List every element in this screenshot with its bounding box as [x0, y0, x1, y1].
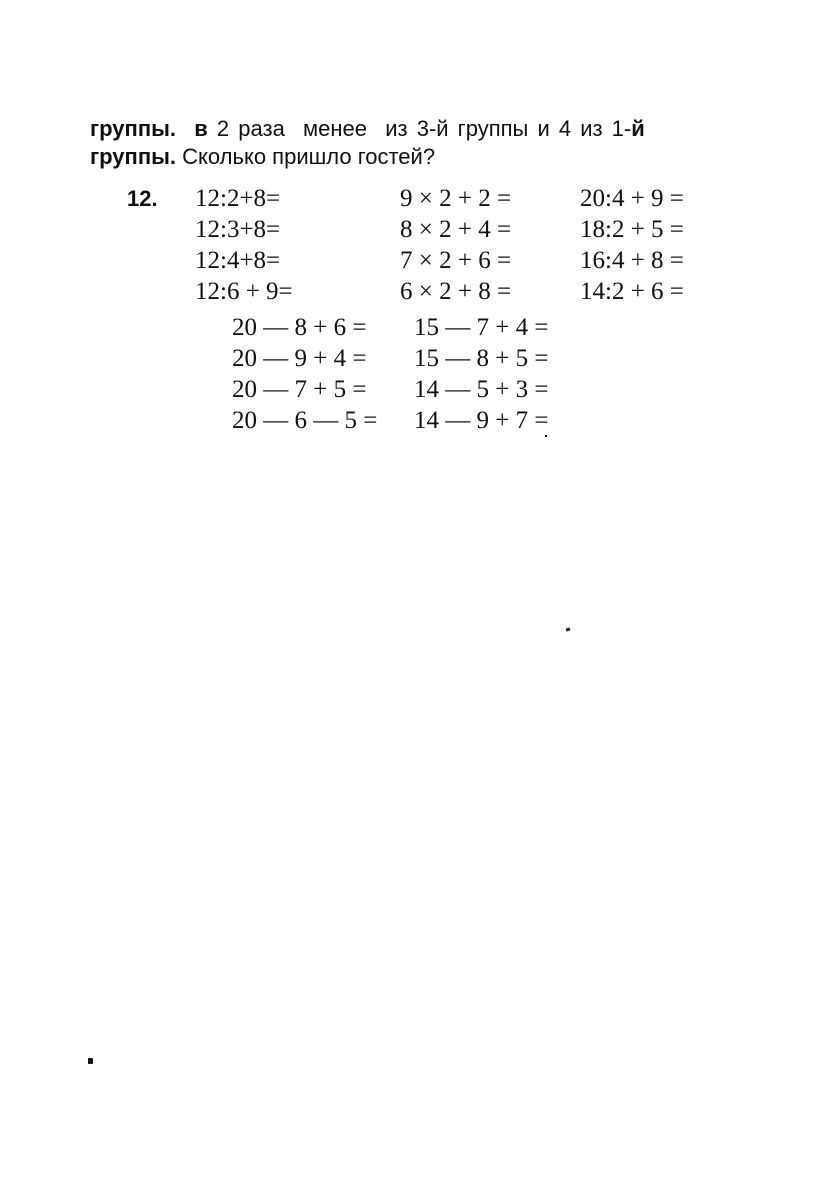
text-segment: й — [631, 116, 645, 141]
print-speck — [545, 435, 547, 437]
text-segment: 2 раза менее из 3-й группы и 4 из 1- — [207, 116, 632, 141]
text-segment: в — [194, 116, 208, 141]
problem-text-line-1 — [90, 118, 645, 140]
expression: 20 — 7 + 5 = — [232, 376, 367, 403]
expression: 6 × 2 + 8 = — [400, 278, 512, 305]
expression: 12:4+8= — [195, 247, 281, 274]
expression: 12:6 + 9= — [195, 278, 293, 305]
expression: 14 — 9 + 7 = — [414, 407, 549, 434]
expression: 14:2 + 6 = — [580, 278, 684, 305]
text-segment: группы. — [90, 144, 177, 169]
problem-text-line-2 — [90, 146, 435, 168]
print-speck — [566, 627, 571, 631]
expression: 20 — 6 — 5 = — [232, 407, 378, 434]
expression: 20 — 9 + 4 = — [232, 345, 367, 372]
expression: 20:4 + 9 = — [580, 185, 684, 212]
expression: 14 — 5 + 3 = — [414, 376, 549, 403]
expression: 7 × 2 + 6 = — [400, 247, 512, 274]
expression: 18:2 + 5 = — [580, 216, 684, 243]
text-segment: группы. — [90, 116, 177, 141]
expression: 12:3+8= — [195, 216, 281, 243]
expression: 16:4 + 8 = — [580, 247, 684, 274]
expression-grid-top — [195, 183, 720, 307]
expression: 12:2+8= — [195, 185, 281, 212]
text-segment: Сколько пришло гостей? — [176, 144, 436, 169]
expression-grid-bottom — [232, 312, 574, 436]
expression: 15 — 8 + 5 = — [414, 345, 549, 372]
expression: 20 — 8 + 6 = — [232, 314, 367, 341]
exercise-number: 12. — [127, 186, 158, 211]
expression: 15 — 7 + 4 = — [414, 314, 549, 341]
print-speck — [88, 1058, 93, 1064]
expression: 8 × 2 + 4 = — [400, 216, 512, 243]
expression: 9 × 2 + 2 = — [400, 185, 512, 212]
